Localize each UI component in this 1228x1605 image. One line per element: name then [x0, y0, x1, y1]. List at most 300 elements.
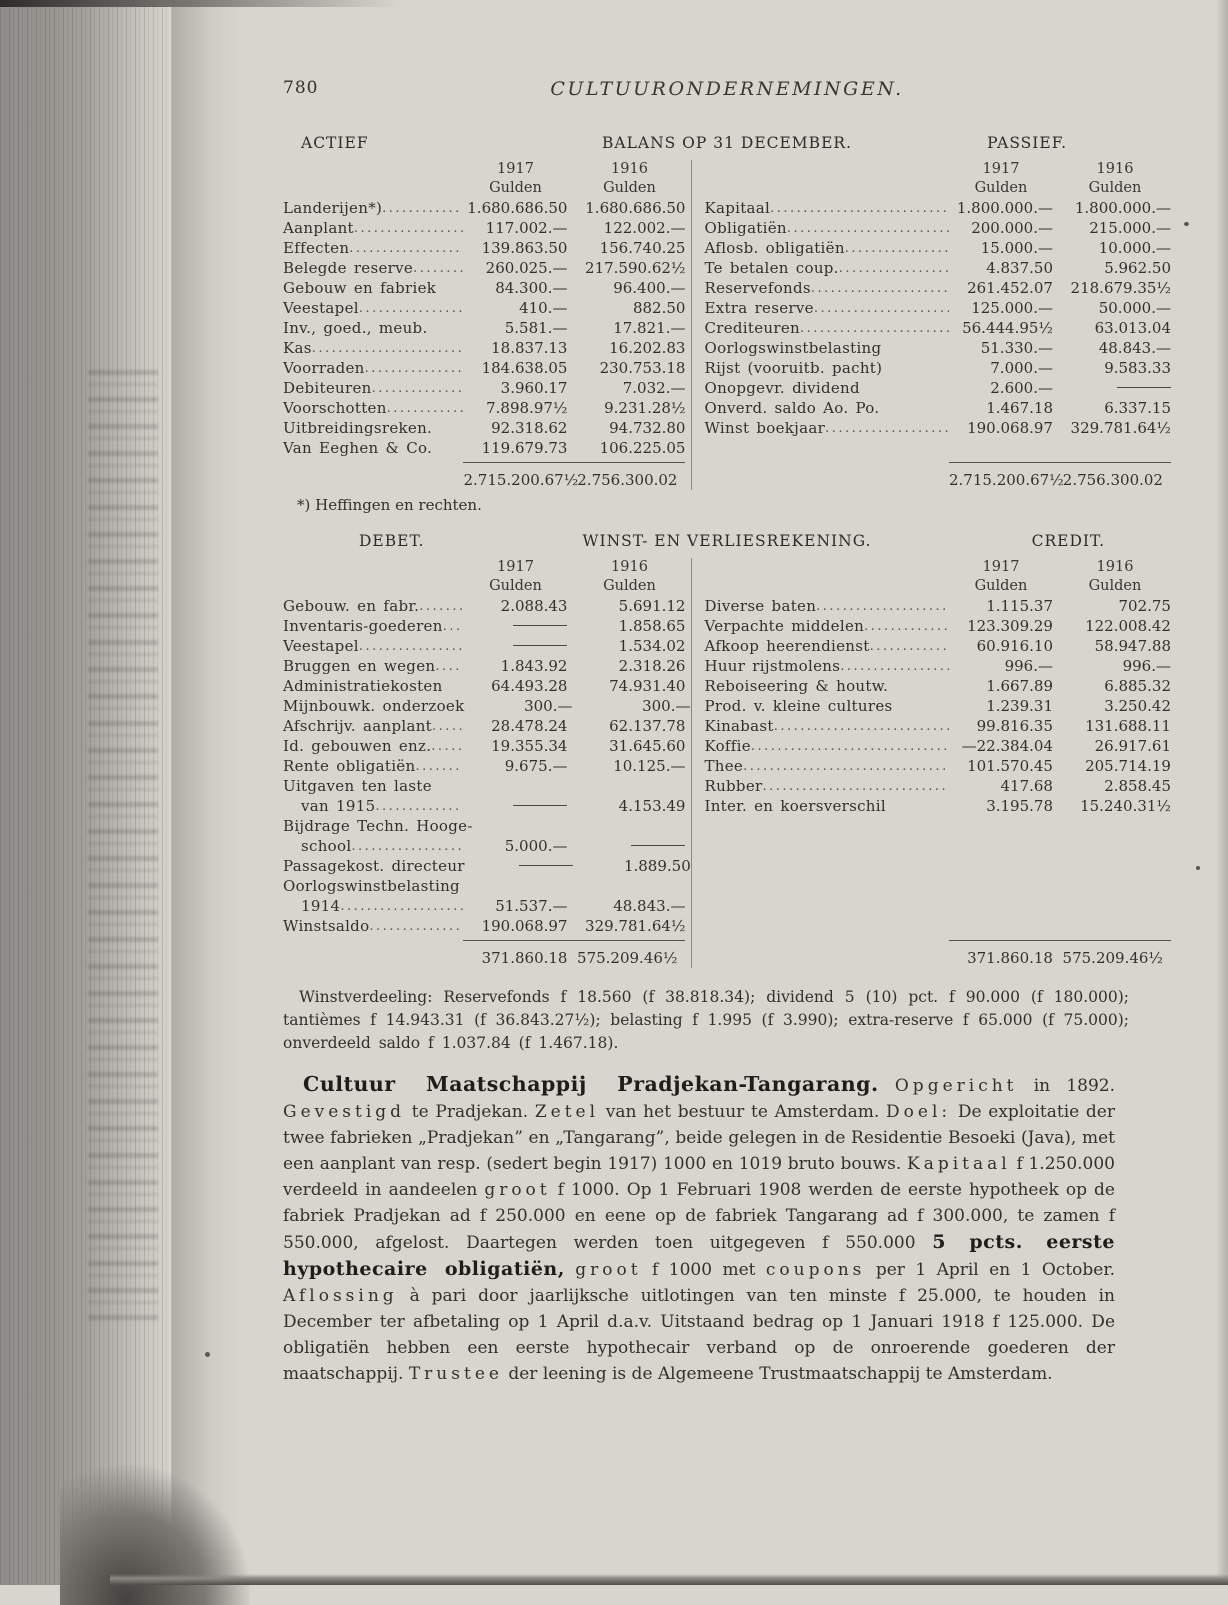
row-label: Uitbreidingsreken. [283, 419, 433, 437]
balance-actief-column [283, 160, 691, 490]
text-run: Gevestigd [283, 1102, 406, 1122]
dot-leader [881, 338, 949, 358]
page-content [283, 0, 1171, 1387]
currency-label: Gulden [489, 578, 542, 594]
amount-cell: 7.032.— [622, 379, 686, 397]
table-row [283, 696, 691, 716]
dot-leader [354, 218, 464, 238]
year-1916-header: 1916 [1096, 559, 1134, 575]
amount-cell: 217.590.62½ [585, 259, 686, 277]
table-row [704, 756, 1171, 776]
dot-leader [860, 378, 949, 398]
dot-leader [387, 398, 464, 418]
amount-cell: 7.898.97½ [486, 399, 568, 417]
text-run: van het bestuur te Amsterdam. [599, 1102, 887, 1122]
table-row [704, 318, 1171, 338]
dot-leader [432, 438, 463, 458]
dot-leader [349, 238, 463, 258]
table-row [283, 238, 685, 258]
row-label: Effecten [283, 239, 350, 257]
table-row [283, 856, 691, 876]
text-run: Zetel [534, 1102, 600, 1122]
text-run: Opgericht [894, 1076, 1018, 1096]
table-row [283, 378, 685, 398]
amount-cell [573, 836, 685, 856]
amount-cell [463, 616, 567, 636]
amount-cell: 10.125.— [613, 757, 686, 775]
amount-cell: 96.400.— [613, 279, 686, 297]
currency-label: Gulden [603, 578, 656, 594]
amount-cell: 1.800.000.— [1074, 199, 1171, 217]
amount-cell: 329.781.64½ [585, 917, 686, 935]
amount-cell: 19.355.34 [491, 737, 568, 755]
amount-cell [463, 796, 567, 816]
amount-cell: 48.843.— [1098, 339, 1171, 357]
pl-title: WINST- EN VERLIESREKENING. [582, 532, 872, 550]
table-row [704, 616, 1171, 636]
table-row [283, 876, 685, 896]
text-run [565, 1260, 575, 1280]
row-label: Voorraden [283, 359, 365, 377]
total-1916: 2.756.300.02 [1062, 471, 1163, 489]
dot-leader [359, 298, 464, 318]
amount-cell: 122.002.— [603, 219, 686, 237]
table-row [704, 338, 1171, 358]
table-row [283, 716, 685, 736]
amount-cell: 60.916.10 [976, 637, 1053, 655]
table-row [283, 358, 685, 378]
amount-cell: 10.000.— [1098, 239, 1171, 257]
dot-leader [382, 198, 463, 218]
row-label: Uitgaven ten laste [283, 777, 432, 795]
row-label: Crediteuren [704, 319, 800, 337]
amount-cell [1059, 378, 1171, 398]
table-row [283, 816, 685, 836]
row-label: Onopgevr. dividend [704, 379, 860, 397]
text-run: 5 pcts. eerste hypothecaire obligatiën, [283, 1231, 1115, 1280]
table-row [704, 218, 1171, 238]
table-row [283, 676, 685, 696]
row-label: Winst boekjaar [704, 419, 826, 437]
row-label: 1914 [301, 897, 341, 915]
amount-cell: 58.947.88 [1094, 637, 1171, 655]
row-label: Extra reserve [704, 299, 814, 317]
text-run: coupons [765, 1260, 866, 1280]
text-run: Doel: [886, 1102, 952, 1122]
dot-leader [879, 398, 949, 418]
row-label: Kinabast [704, 717, 774, 735]
amount-cell: 1.800.000.— [956, 199, 1053, 217]
row-label: Debiteuren [283, 379, 372, 397]
dot-leader [893, 696, 949, 716]
amount-cell: 51.537.— [495, 897, 568, 915]
page-edge-right [1216, 0, 1228, 1585]
dot-leader [435, 656, 463, 676]
amount-cell: 156.740.25 [599, 239, 686, 257]
credit-totals [949, 940, 1171, 968]
amount-cell: 5.691.12 [618, 597, 686, 615]
table-row [704, 418, 1171, 438]
amount-cell: 63.013.04 [1094, 319, 1171, 337]
amount-cell: 106.225.05 [599, 439, 686, 457]
dot-leader [413, 258, 463, 278]
row-label: Veestapel [283, 637, 359, 655]
row-label: Oorlogswinstbelasting [283, 877, 460, 895]
dot-leader [811, 278, 949, 298]
table-row [704, 636, 1171, 656]
year-1916-header: 1916 [1096, 161, 1134, 177]
table-row [704, 398, 1171, 418]
table-row [704, 278, 1171, 298]
table-row [704, 676, 1171, 696]
debet-rows [283, 596, 691, 936]
pl-debet-column [283, 558, 691, 968]
table-row [283, 198, 685, 218]
row-label: Te betalen coup. [704, 259, 839, 277]
text-run: in 1892. [1017, 1076, 1115, 1096]
table-row [704, 696, 1171, 716]
currency-header-row [283, 179, 685, 198]
table-row [283, 418, 685, 438]
row-label: Rijst (vooruitb. pacht) [704, 359, 883, 377]
dot-leader [415, 756, 463, 776]
amount-cell: 200.000.— [971, 219, 1053, 237]
year-1917-header: 1917 [497, 559, 534, 575]
amount-cell: 6.885.32 [1104, 677, 1171, 695]
table-row [283, 258, 685, 278]
year-1917-header: 1917 [982, 559, 1020, 575]
table-row [283, 796, 685, 816]
dot-leader [443, 616, 464, 636]
table-row [704, 776, 1171, 796]
row-label: Onverd. saldo Ao. Po. [704, 399, 880, 417]
row-label: Veestapel [283, 299, 359, 317]
dot-leader [816, 596, 949, 616]
amount-cell: 190.068.97 [481, 917, 568, 935]
balance-title: BALANS OP 31 DECEMBER. [602, 134, 852, 152]
amount-cell: 28.478.24 [491, 717, 568, 735]
dot-leader [864, 616, 949, 636]
row-label: Verpachte middelen [704, 617, 865, 635]
profit-loss-table [283, 558, 1171, 968]
amount-cell: 9.583.33 [1104, 359, 1171, 377]
total-1917: 2.715.200.67½ [948, 471, 1064, 489]
page-header [283, 78, 1171, 104]
amount-cell: 4.837.50 [986, 259, 1053, 277]
amount-cell: 50.000.— [1098, 299, 1171, 317]
year-1916-header: 1916 [611, 161, 648, 177]
table-row [704, 258, 1171, 278]
row-label: Inv., goed., meub. [283, 319, 428, 337]
table-row [283, 398, 685, 418]
dot-leader [770, 198, 949, 218]
amount-cell: 51.330.— [980, 339, 1053, 357]
amount-cell: 18.837.13 [491, 339, 568, 357]
table-row [704, 358, 1171, 378]
dot-leader [431, 736, 463, 756]
table-row [283, 836, 685, 856]
passief-totals [949, 462, 1171, 490]
text-run: f 1.250.000 verdeeld in aandeelen [283, 1154, 1115, 1200]
dot-leader [436, 278, 463, 298]
amount-cell: 1.889.50 [623, 857, 691, 875]
page-title: CULTUURONDERNEMINGEN. [550, 78, 904, 100]
winstverdeeling-paragraph: Winstverdeeling: Reservefonds f 18.560 (f 38.818.34); dividend 5 (10) pct. f 90.000 (f 180.000); tantièmes f 14.943.31 (f 36.843.27½); belasting f 1.995 (f 3.990); extra-reserve f 65.000 (f 75.000); onverdeeld saldo f 1.037.84 (f 1.467.18). [283, 988, 1129, 1052]
table-row [283, 298, 685, 318]
amount-cell: 882.50 [632, 299, 686, 317]
amount-cell: 99.816.35 [976, 717, 1053, 735]
amount-cell: 2.858.45 [1104, 777, 1171, 795]
amount-cell: 218.679.35½ [1070, 279, 1171, 297]
table-row [283, 318, 685, 338]
row-label: Rente obligatiën [283, 757, 416, 775]
empty-value-dash [513, 625, 567, 626]
amount-cell: 9.231.28½ [604, 399, 686, 417]
row-label: Afschrijv. aanplant [283, 717, 433, 735]
table-row [283, 656, 685, 676]
dot-leader [787, 218, 949, 238]
balance-table [283, 160, 1171, 490]
total-1916: 575.209.46½ [1062, 949, 1163, 967]
amount-cell: 1.115.37 [986, 597, 1053, 615]
dot-leader [375, 796, 463, 816]
amount-cell: 2.600.— [990, 379, 1053, 397]
text-run: Aflossing [283, 1286, 398, 1306]
amount-cell: 1.667.89 [986, 677, 1053, 695]
amount-cell: 410.— [519, 299, 568, 317]
row-label: Inter. en koersverschil [704, 797, 886, 815]
amount-cell: 184.638.05 [481, 359, 568, 377]
currency-label: Gulden [1088, 578, 1142, 594]
balance-footnote: *) Heffingen en rechten. [297, 496, 482, 514]
table-row [283, 916, 685, 936]
amount-cell: 190.068.97 [967, 419, 1053, 437]
amount-cell: 2.088.43 [500, 597, 568, 615]
ink-speck [1184, 222, 1189, 226]
amount-cell: 9.675.— [504, 757, 568, 775]
dot-leader [840, 656, 949, 676]
dot-leader [365, 358, 464, 378]
amount-cell: 996.— [1122, 657, 1171, 675]
row-label: Van Eeghen & Co. [283, 439, 433, 457]
amount-cell [463, 636, 567, 656]
dot-leader [369, 916, 463, 936]
amount-cell: 92.318.62 [491, 419, 568, 437]
amount-cell: 300.— [642, 697, 691, 715]
amount-cell: 996.— [1004, 657, 1053, 675]
year-1917-header: 1917 [497, 161, 534, 177]
row-label: Bruggen en wegen [283, 657, 436, 675]
amount-cell [469, 856, 573, 876]
debet-label: DEBET. [359, 532, 425, 550]
amount-cell: 1.534.02 [618, 637, 686, 655]
text-run: groot [575, 1260, 642, 1280]
amount-cell: 125.000.— [971, 299, 1053, 317]
table-row [283, 636, 685, 656]
passief-rows [704, 198, 1171, 438]
credit-rows [704, 596, 1171, 816]
dot-leader [419, 596, 463, 616]
dot-leader [800, 318, 949, 338]
dot-leader [762, 776, 949, 796]
amount-cell: 260.025.— [485, 259, 568, 277]
amount-cell: 417.68 [1000, 777, 1053, 795]
table-row [283, 736, 685, 756]
dot-leader [774, 716, 949, 736]
amount-cell: 6.337.15 [1104, 399, 1171, 417]
amount-cell: 131.688.11 [1085, 717, 1171, 735]
amount-cell: 64.493.28 [491, 677, 568, 695]
amount-cell: 1.239.31 [986, 697, 1053, 715]
empty-value-dash [513, 805, 567, 806]
total-1917: 371.860.18 [481, 949, 568, 967]
amount-cell: 1.680.686.50 [585, 199, 686, 217]
table-row [704, 378, 1171, 398]
dot-leader [825, 418, 949, 438]
table-row [283, 218, 685, 238]
dot-leader [882, 358, 949, 378]
dot-leader [428, 318, 464, 338]
dot-leader [312, 338, 464, 358]
table-row [283, 596, 685, 616]
amount-cell: 48.843.— [613, 897, 686, 915]
row-label: Reservefonds [704, 279, 811, 297]
balance-section-header [283, 134, 1171, 154]
amount-cell: 16.202.83 [609, 339, 686, 357]
amount-cell: 1.858.65 [618, 617, 686, 635]
row-label: Bijdrage Techn. Hooge- [283, 817, 473, 835]
dot-leader [751, 736, 949, 756]
dot-leader [443, 676, 464, 696]
actief-rows [283, 198, 685, 458]
binding-smudge [88, 370, 158, 1320]
row-label: Gebouw en fabriek [283, 279, 437, 297]
empty-value-dash [513, 645, 567, 646]
amount-cell: 702.75 [1118, 597, 1171, 615]
total-1916: 575.209.46½ [577, 949, 678, 967]
total-1916: 2.756.300.02 [577, 471, 678, 489]
amount-cell: 122.008.42 [1085, 617, 1171, 635]
row-label: Huur rijstmolens [704, 657, 841, 675]
row-label: Winstsaldo [283, 917, 370, 935]
currency-label: Gulden [974, 578, 1028, 594]
amount-cell: 261.452.07 [967, 279, 1053, 297]
text-run: f 1000 met [641, 1260, 766, 1280]
currency-header-row [704, 179, 1171, 198]
row-label: Belegde reserve [283, 259, 414, 277]
currency-label: Gulden [974, 180, 1028, 196]
amount-cell: 5.581.— [504, 319, 568, 337]
amount-cell: 5.000.— [504, 837, 568, 855]
amount-cell: 117.002.— [485, 219, 568, 237]
text-run: per 1 April en 1 October. [865, 1260, 1116, 1280]
actief-totals [463, 462, 685, 490]
table-row [704, 198, 1171, 218]
year-header-row [283, 558, 685, 577]
dot-leader [340, 896, 463, 916]
table-row [283, 896, 685, 916]
amount-cell: 329.781.64½ [1070, 419, 1171, 437]
row-label: Id. gebouwen enz. [283, 737, 432, 755]
amount-cell: 17.821.— [613, 319, 686, 337]
page-edge-bottom [110, 1574, 1228, 1585]
actief-label: ACTIEF [301, 134, 369, 152]
total-1917: 371.860.18 [967, 949, 1053, 967]
amount-cell: 2.318.26 [618, 657, 686, 675]
table-row [283, 776, 685, 796]
dot-leader [870, 636, 949, 656]
credit-label: CREDIT. [1031, 532, 1105, 550]
amount-cell: 3.960.17 [500, 379, 568, 397]
dot-leader [372, 378, 464, 398]
text-run: f 1000. Op 1 Februari 1908 werden de eerste hypotheek op de fabriek Pradjekan ad f 250.000 en eene op de fabriek Tangarang ad f 300.000, te zamen f 550.000, afgelost. Daartegen werden toen uitgegeven f 550.000 [283, 1180, 1115, 1253]
company-article [283, 1071, 1115, 1387]
amount-cell: 5.962.50 [1104, 259, 1171, 277]
amount-cell: 215.000.— [1089, 219, 1171, 237]
row-label: Rubber [704, 777, 763, 795]
row-label: Inventaris-goederen [283, 617, 443, 635]
year-header-row [704, 160, 1171, 179]
amount-cell: 3.250.42 [1104, 697, 1171, 715]
dot-leader [743, 756, 949, 776]
year-header-row [704, 558, 1171, 577]
dot-leader [432, 716, 463, 736]
currency-label: Gulden [1088, 180, 1142, 196]
amount-cell: 1.680.686.50 [467, 199, 568, 217]
year-header-row [283, 160, 685, 179]
text-run: te Pradjekan. [405, 1102, 535, 1122]
text-run: à pari door jaarlijksche uitlotingen van ten minste f 25.000, te houden in December ter afbetaling op 1 April d.a.v. Uitstaand bedrag op 1 Januari 1918 f 125.000. De obligatiën hebben een eerste hypothecair verband op de onroerende goederen der maatschappij. [283, 1286, 1115, 1384]
currency-header-row [283, 577, 685, 596]
ink-speck [205, 1352, 210, 1357]
amount-cell: 26.917.61 [1094, 737, 1171, 755]
text-run: groot [484, 1180, 551, 1200]
amount-cell: 205.714.19 [1085, 757, 1171, 775]
currency-label: Gulden [603, 180, 656, 196]
year-1917-header: 1917 [982, 161, 1020, 177]
amount-cell: 123.309.29 [967, 617, 1053, 635]
dot-leader [432, 418, 463, 438]
row-label: school [301, 837, 352, 855]
year-1916-header: 1916 [611, 559, 648, 575]
amount-cell: 139.863.50 [481, 239, 568, 257]
amount-cell: 300.— [524, 697, 573, 715]
row-label: Kapitaal [704, 199, 771, 217]
amount-cell: 7.000.— [990, 359, 1053, 377]
row-label: Administratiekosten [283, 677, 443, 695]
amount-cell: 62.137.78 [609, 717, 686, 735]
row-label: Thee [704, 757, 744, 775]
amount-cell: 94.732.80 [609, 419, 686, 437]
table-row [283, 756, 685, 776]
table-row [283, 616, 685, 636]
amount-cell: 101.570.45 [967, 757, 1053, 775]
row-label: Afkoop heerendienst [704, 637, 870, 655]
company-name-heading: Cultuur Maatschappij Pradjekan-Tangarang. [303, 1072, 879, 1096]
amount-cell: 84.300.— [495, 279, 568, 297]
page-number: 780 [283, 78, 319, 98]
table-row [283, 278, 685, 298]
amount-cell: 56.444.95½ [962, 319, 1053, 337]
row-label: Gebouw. en fabr. [283, 597, 420, 615]
amount-cell: 3.195.78 [986, 797, 1053, 815]
dot-leader [351, 836, 463, 856]
amount-cell: 15.000.— [980, 239, 1053, 257]
table-row [283, 438, 685, 458]
currency-header-row [704, 577, 1171, 596]
row-label: Oorlogswinstbelasting [704, 339, 882, 357]
dot-leader [814, 298, 949, 318]
